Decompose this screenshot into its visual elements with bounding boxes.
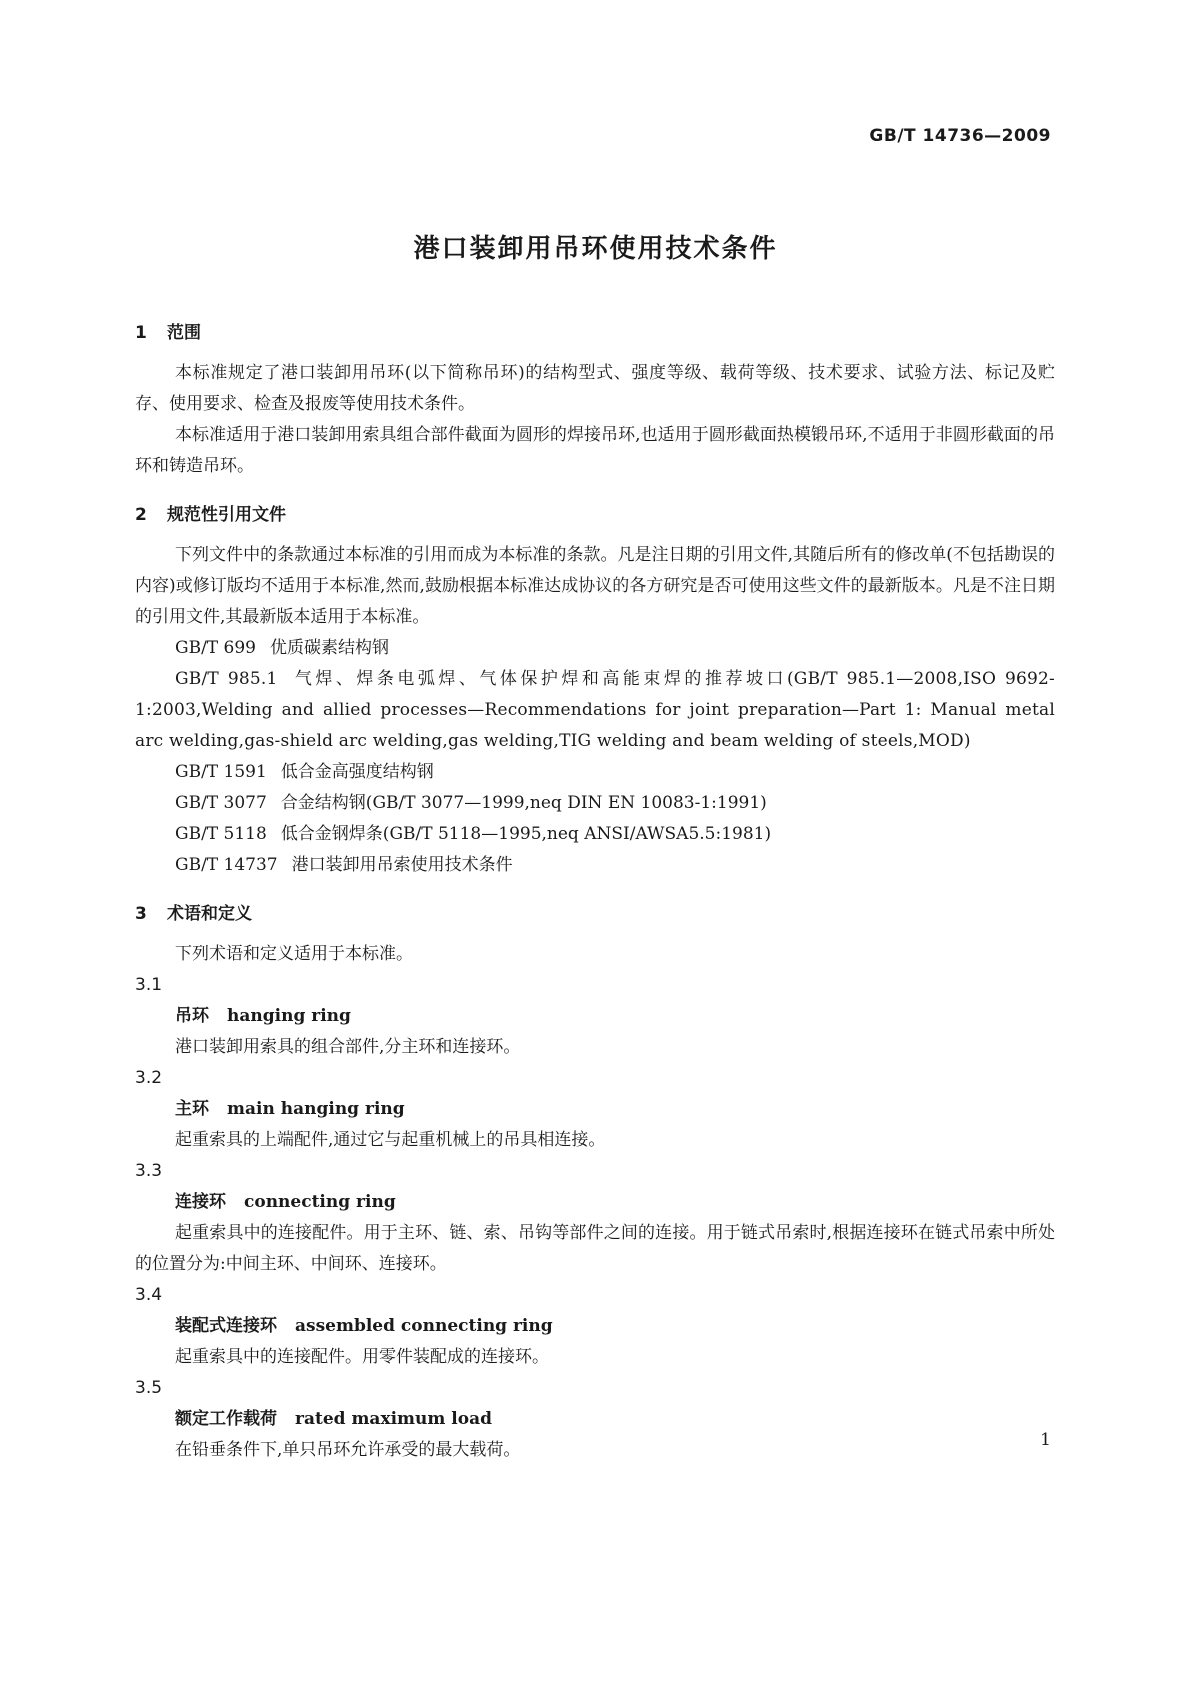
- section-heading-terms: [135, 899, 1055, 929]
- reference-text: 气焊、焊条电弧焊、气体保护焊和高能束焊的推荐坡口(GB/T 985.1—2008,ISO 9692-1:2003,Welding and allied processes—Recommendations for joint preparation—Part 1: Manual metal arc welding,gas-shield arc welding,gas welding,TIG welding and beam welding of steels,MOD): [135, 669, 1055, 751]
- reference-text: 低合金高强度结构钢: [280, 762, 434, 782]
- term-name: [135, 1187, 1055, 1218]
- reference-code: GB/T 699: [175, 638, 256, 658]
- term-number: 3.1: [135, 975, 163, 995]
- term-number: 3.5: [135, 1378, 163, 1398]
- reference-text: 合金结构钢(GB/T 3077—1999,neq DIN EN 10083-1:1991): [280, 793, 767, 813]
- reference-item: [135, 633, 1055, 664]
- scope-paragraph: 本标准适用于港口装卸用索具组合部件截面为圆形的焊接吊环,也适用于圆形截面热模锻吊环,不适用于非圆形截面的吊环和铸造吊环。: [135, 425, 1055, 476]
- term-name-en: rated maximum load: [295, 1409, 492, 1429]
- reference-text: 优质碳素结构钢: [270, 638, 389, 658]
- terms-intro: 下列术语和定义适用于本标准。: [175, 944, 413, 964]
- term-definition: 在铅垂条件下,单只吊环允许承受的最大载荷。: [175, 1440, 521, 1460]
- term-name-en: connecting ring: [244, 1192, 396, 1212]
- reference-item: [135, 664, 1055, 757]
- term-definition: 起重索具中的连接配件。用于主环、链、索、吊钩等部件之间的连接。用于链式吊索时,根据连接环在链式吊索中所处的位置分为:中间主环、中间环、连接环。: [135, 1223, 1055, 1274]
- reference-item: [135, 850, 1055, 881]
- section-title: 规范性引用文件: [167, 505, 286, 525]
- section-title: 范围: [167, 323, 201, 343]
- term-definition: 起重索具的上端配件,通过它与起重机械上的吊具相连接。: [175, 1130, 606, 1150]
- standard-code-header: GB/T 14736—2009: [869, 126, 1051, 146]
- term-name: [135, 1311, 1055, 1342]
- document-body: [135, 318, 1055, 1466]
- reference-code: GB/T 3077: [175, 793, 267, 813]
- section-heading-scope: [135, 318, 1055, 348]
- term-number: 3.4: [135, 1285, 163, 1305]
- reference-text: 港口装卸用吊索使用技术条件: [291, 855, 513, 875]
- term-name: [135, 1404, 1055, 1435]
- scope-paragraph: 本标准规定了港口装卸用吊环(以下简称吊环)的结构型式、强度等级、载荷等级、技术要求、试验方法、标记及贮存、使用要求、检查及报废等使用技术条件。: [135, 363, 1055, 414]
- term-number: 3.3: [135, 1161, 163, 1181]
- term-definition: 港口装卸用索具的组合部件,分主环和连接环。: [175, 1037, 521, 1057]
- term-name-zh: 额定工作载荷: [175, 1409, 277, 1429]
- term-number: 3.2: [135, 1068, 163, 1088]
- section-heading-references: [135, 500, 1055, 530]
- term-name-en: assembled connecting ring: [295, 1316, 553, 1336]
- reference-code: GB/T 5118: [175, 824, 267, 844]
- reference-text: 低合金钢焊条(GB/T 5118—1995,neq ANSI/AWSA5.5:1981): [280, 824, 772, 844]
- term-name-zh: 主环: [175, 1099, 209, 1119]
- term-name-en: hanging ring: [227, 1006, 351, 1026]
- section-number: 2: [135, 505, 147, 525]
- term-name-zh: 吊环: [175, 1006, 209, 1026]
- term-name-en: main hanging ring: [227, 1099, 405, 1119]
- term-definition: 起重索具中的连接配件。用零件装配成的连接环。: [175, 1347, 549, 1367]
- section-number: 1: [135, 323, 147, 343]
- reference-code: GB/T 14737: [175, 855, 278, 875]
- reference-code: GB/T 1591: [175, 762, 267, 782]
- document-title: 港口装卸用吊环使用技术条件: [413, 234, 778, 264]
- term-name: [135, 1094, 1055, 1125]
- page-number: 1: [1040, 1430, 1051, 1450]
- term-name-zh: 连接环: [175, 1192, 226, 1212]
- reference-item: [135, 819, 1055, 850]
- term-name: [135, 1001, 1055, 1032]
- reference-item: [135, 788, 1055, 819]
- references-intro: 下列文件中的条款通过本标准的引用而成为本标准的条款。凡是注日期的引用文件,其随后所有的修改单(不包括勘误的内容)或修订版均不适用于本标准,然而,鼓励根据本标准达成协议的各方研究是否可使用这些文件的最新版本。凡是不注日期的引用文件,其最新版本适用于本标准。: [135, 545, 1055, 627]
- section-title: 术语和定义: [167, 904, 252, 924]
- reference-item: [135, 757, 1055, 788]
- term-name-zh: 装配式连接环: [175, 1316, 277, 1336]
- reference-code: GB/T 985.1: [175, 669, 278, 689]
- section-number: 3: [135, 904, 147, 924]
